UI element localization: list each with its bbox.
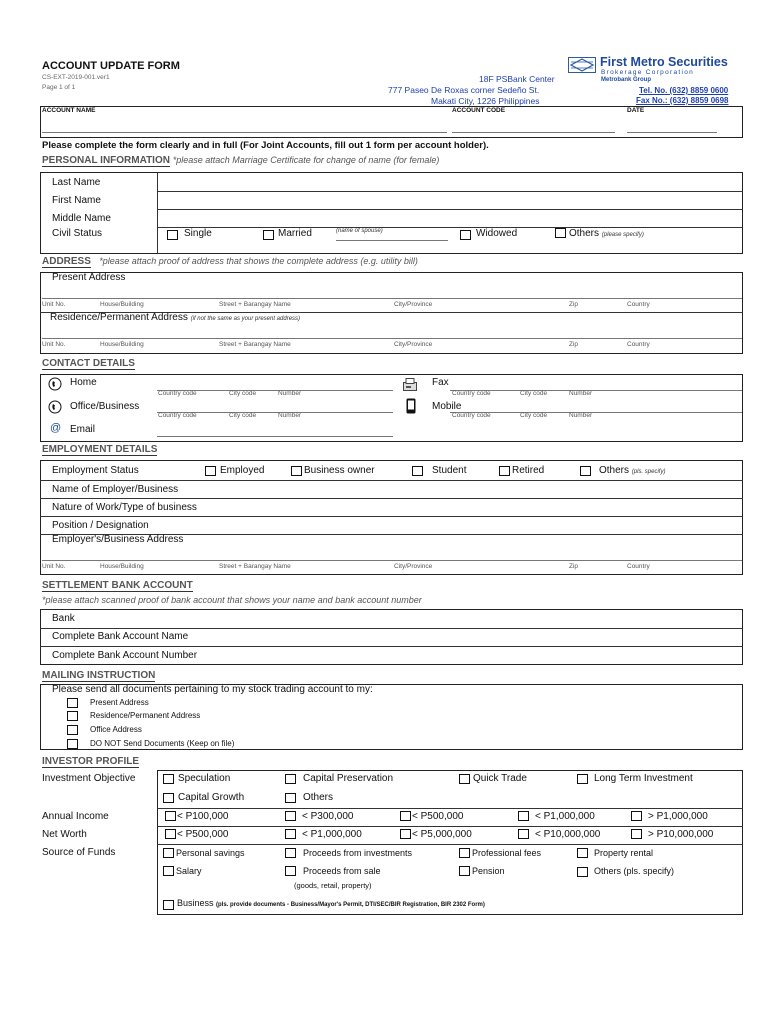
mobile-icon xyxy=(406,398,416,419)
civil-status-label: Civil Status xyxy=(52,228,103,239)
investor-box xyxy=(157,770,743,915)
addr1-street-label: Street + Barangay Name xyxy=(219,301,291,308)
first-name-input[interactable] xyxy=(158,192,742,208)
residence-address-input[interactable] xyxy=(42,338,742,339)
src-salary-checkbox[interactable] xyxy=(163,866,174,876)
addr1-zip-label: Zip xyxy=(569,301,579,308)
business-owner-label: Business owner xyxy=(304,465,375,476)
address-line-1: 18F PSBank Center xyxy=(479,74,555,84)
single-label: Single xyxy=(184,228,212,239)
mailing-heading: MAILING INSTRUCTION xyxy=(42,670,156,681)
email-input[interactable] xyxy=(157,436,393,437)
office-cc-label: Country code xyxy=(158,412,197,419)
obj-others-checkbox[interactable] xyxy=(285,793,296,803)
employment-heading: EMPLOYMENT DETAILS xyxy=(42,444,158,455)
addr3-country-label: Country xyxy=(627,563,650,570)
src-personal-savings-checkbox[interactable] xyxy=(163,848,174,858)
mail-office-label: Office Address xyxy=(90,725,142,734)
mobile-number-label: Number xyxy=(569,412,593,419)
addr3-city-label: City/Province xyxy=(394,563,433,570)
page-number: Page 1 of 1 xyxy=(42,84,76,91)
src-others-label: Others (pls. specify) xyxy=(594,866,675,876)
src-sale-checkbox[interactable] xyxy=(285,866,296,876)
mailing-intro: Please send all documents pertaining to my stock trading account to my: xyxy=(52,684,373,695)
src-professional-fees-label: Professional fees xyxy=(472,848,542,858)
worth-1m-label: < P1,000,000 xyxy=(302,829,362,840)
last-name-input[interactable] xyxy=(158,173,742,190)
mail-office-checkbox[interactable] xyxy=(67,725,78,735)
net-worth-label: Net Worth xyxy=(42,829,87,840)
bank-label: Bank xyxy=(52,613,75,624)
addr2-zip-label: Zip xyxy=(569,341,579,348)
employed-checkbox[interactable] xyxy=(205,466,216,476)
account-name-label: ACCOUNT NAME xyxy=(42,107,96,114)
income-over-1m-label: > P1,000,000 xyxy=(648,811,708,822)
mobile-city-label: City code xyxy=(520,412,548,419)
account-code-input[interactable] xyxy=(452,132,615,133)
worth-10m-checkbox[interactable] xyxy=(518,829,529,839)
last-name-label: Last Name xyxy=(52,177,101,188)
src-salary-label: Salary xyxy=(176,866,202,876)
employed-label: Employed xyxy=(220,465,265,476)
date-input[interactable] xyxy=(627,132,717,133)
phone-icon xyxy=(48,377,62,396)
src-sale-note: (goods, retail, property) xyxy=(294,881,372,890)
nature-of-work-label: Nature of Work/Type of business xyxy=(52,502,197,513)
fax-input[interactable] xyxy=(450,390,742,391)
fax-cc-label: Country code xyxy=(452,390,491,397)
mail-residence-label: Residence/Permanent Address xyxy=(90,711,201,720)
spouse-name-note: (name of spouse) xyxy=(336,228,383,234)
brand-name: First Metro Securities xyxy=(600,55,728,69)
income-100k-label: < P100,000 xyxy=(177,811,229,822)
worth-over-10m-checkbox[interactable] xyxy=(631,829,642,839)
address-heading: ADDRESS *please attach proof of address that shows the complete address (e.g. utility bill) xyxy=(42,256,418,267)
contact-box xyxy=(40,374,743,442)
present-address-label: Present Address xyxy=(52,272,126,283)
student-checkbox[interactable] xyxy=(412,466,423,476)
home-cc-label: Country code xyxy=(158,390,197,397)
obj-capital-preservation-checkbox[interactable] xyxy=(285,774,296,784)
mobile-input[interactable] xyxy=(450,412,742,413)
bank-account-number-label: Complete Bank Account Number xyxy=(52,650,198,661)
mail-present-label: Present Address xyxy=(90,698,149,707)
present-address-input[interactable] xyxy=(42,298,742,299)
employer-address-input[interactable] xyxy=(42,560,742,561)
income-500k-checkbox[interactable] xyxy=(400,811,411,821)
account-name-input[interactable] xyxy=(42,132,447,133)
tel-link[interactable]: Tel. No. (632) 8859 0600 xyxy=(639,86,729,95)
mobile-cc-label: Country code xyxy=(452,412,491,419)
mail-residence-checkbox[interactable] xyxy=(67,711,78,721)
residence-address-label: Residence/Permanent Address (if not the same as your present address) xyxy=(50,312,301,323)
src-business-checkbox[interactable] xyxy=(163,900,174,910)
fax-link[interactable]: Fax No.: (632) 8859 0698 xyxy=(636,96,729,105)
investment-objective-label: Investment Objective xyxy=(42,773,136,784)
worth-500k-checkbox[interactable] xyxy=(165,829,176,839)
mobile-label: Mobile xyxy=(432,401,462,412)
annual-income-label: Annual Income xyxy=(42,811,109,822)
widowed-checkbox[interactable] xyxy=(460,230,471,240)
mail-present-checkbox[interactable] xyxy=(67,698,78,708)
student-label: Student xyxy=(432,465,467,476)
income-300k-label: < P300,000 xyxy=(302,811,354,822)
income-100k-checkbox[interactable] xyxy=(165,811,176,821)
fax-icon xyxy=(403,378,417,396)
addr3-unit-label: Unit No. xyxy=(42,563,66,570)
employer-name-label: Name of Employer/Business xyxy=(52,484,179,495)
home-label: Home xyxy=(70,377,97,388)
brand-logo-icon xyxy=(568,57,596,73)
account-code-label: ACCOUNT CODE xyxy=(452,107,506,114)
employment-status-label: Employment Status xyxy=(52,465,139,476)
married-checkbox[interactable] xyxy=(263,230,274,240)
addr1-country-label: Country xyxy=(627,301,650,308)
obj-capital-preservation-label: Capital Preservation xyxy=(303,773,394,784)
obj-speculation-checkbox[interactable] xyxy=(163,774,174,784)
income-over-1m-checkbox[interactable] xyxy=(631,811,642,821)
obj-long-term-checkbox[interactable] xyxy=(577,774,588,784)
retired-checkbox[interactable] xyxy=(499,466,510,476)
personal-info-heading: PERSONAL INFORMATION *please attach Marriage Certificate for change of name (for female) xyxy=(42,155,440,166)
email-label: Email xyxy=(70,424,96,435)
settlement-heading: SETTLEMENT BANK ACCOUNT xyxy=(42,580,193,591)
addr3-zip-label: Zip xyxy=(569,563,579,570)
bank-account-name-label: Complete Bank Account Name xyxy=(52,631,189,642)
mail-donotsend-checkbox[interactable] xyxy=(67,739,78,749)
home-number-label: Number xyxy=(278,390,302,397)
first-name-label: First Name xyxy=(52,195,101,206)
employment-box xyxy=(40,460,743,575)
src-personal-savings-label: Personal savings xyxy=(176,848,245,858)
addr2-unit-label: Unit No. xyxy=(42,341,66,348)
src-property-rental-label: Property rental xyxy=(594,848,654,858)
src-pension-checkbox[interactable] xyxy=(459,866,470,876)
income-300k-checkbox[interactable] xyxy=(285,811,296,821)
src-professional-fees-checkbox[interactable] xyxy=(459,848,470,858)
obj-speculation-label: Speculation xyxy=(178,773,231,784)
obj-quick-trade-label: Quick Trade xyxy=(473,773,527,784)
married-label: Married xyxy=(278,228,312,239)
src-pension-label: Pension xyxy=(472,866,505,876)
src-sale-label: Proceeds from sale xyxy=(303,866,381,876)
src-investments-checkbox[interactable] xyxy=(285,848,296,858)
home-city-label: City code xyxy=(229,390,257,397)
obj-others-label: Others xyxy=(303,792,334,803)
office-city-label: City code xyxy=(229,412,257,419)
source-of-funds-label: Source of Funds xyxy=(42,847,116,858)
obj-long-term-label: Long Term Investment xyxy=(594,773,693,784)
src-investments-label: Proceeds from investments xyxy=(303,848,413,858)
addr1-unit-label: Unit No. xyxy=(42,301,66,308)
addr1-city-label: City/Province xyxy=(394,301,433,308)
worth-over-10m-label: > P10,000,000 xyxy=(648,829,714,840)
income-1m-checkbox[interactable] xyxy=(518,811,529,821)
retired-label: Retired xyxy=(512,465,545,476)
addr3-street-label: Street + Barangay Name xyxy=(219,563,291,570)
address-line-2: 777 Paseo De Roxas corner Sedeño St. xyxy=(388,85,540,95)
obj-quick-trade-checkbox[interactable] xyxy=(459,774,470,784)
middle-name-label: Middle Name xyxy=(52,213,111,224)
settlement-note: *please attach scanned proof of bank account that shows your name and bank account number xyxy=(42,595,422,605)
position-label: Position / Designation xyxy=(52,520,149,531)
brand-group: Metrobank Group xyxy=(601,77,652,83)
address-line-3: Makati City, 1226 Philippines xyxy=(431,96,540,106)
mail-donotsend-label: DO NOT Send Documents (Keep on file) xyxy=(90,739,235,748)
office-number-label: Number xyxy=(278,412,302,419)
contact-heading: CONTACT DETAILS xyxy=(42,358,135,369)
civil-others-checkbox[interactable] xyxy=(555,228,566,238)
worth-5m-checkbox[interactable] xyxy=(400,829,411,839)
addr2-house-label: House/Building xyxy=(100,341,144,348)
worth-10m-label: < P10,000,000 xyxy=(535,829,601,840)
spouse-name-input[interactable] xyxy=(336,240,448,241)
addr2-country-label: Country xyxy=(627,341,650,348)
addr1-house-label: House/Building xyxy=(100,301,144,308)
addr2-street-label: Street + Barangay Name xyxy=(219,341,291,348)
obj-capital-growth-label: Capital Growth xyxy=(178,792,245,803)
employment-others-checkbox[interactable] xyxy=(580,466,591,476)
income-500k-label: < P500,000 xyxy=(412,811,464,822)
single-checkbox[interactable] xyxy=(167,230,178,240)
office-phone-icon xyxy=(48,400,62,419)
instruction-text: Please complete the form clearly and in full (For Joint Accounts, fill out 1 form per account holder). xyxy=(42,140,489,151)
addr3-house-label: House/Building xyxy=(100,563,144,570)
business-owner-checkbox[interactable] xyxy=(291,466,302,476)
widowed-label: Widowed xyxy=(476,228,518,239)
middle-name-input[interactable] xyxy=(158,210,742,226)
civil-others-label: Others (please specify) xyxy=(569,228,644,239)
date-label: DATE xyxy=(627,107,645,114)
email-icon: @ xyxy=(50,422,62,434)
fax-number-label: Number xyxy=(569,390,593,397)
employer-address-label: Employer's/Business Address xyxy=(52,534,184,545)
fax-city-label: City code xyxy=(520,390,548,397)
worth-1m-checkbox[interactable] xyxy=(285,829,296,839)
obj-capital-growth-checkbox[interactable] xyxy=(163,793,174,803)
form-code: CS-EXT-2019-001.ver1 xyxy=(42,74,110,81)
office-label: Office/Business xyxy=(70,401,140,412)
form-title: ACCOUNT UPDATE FORM xyxy=(42,60,180,72)
fax-label: Fax xyxy=(432,377,449,388)
worth-500k-label: < P500,000 xyxy=(177,829,229,840)
employment-others-label: Others (pls. specify) xyxy=(599,465,666,476)
worth-5m-label: < P5,000,000 xyxy=(412,829,472,840)
src-business-label: Business (pls. provide documents - Business/Mayor's Permit, DTI/SEC/BIR Registration, BIR 2302 Form) xyxy=(177,898,485,908)
investor-heading: INVESTOR PROFILE xyxy=(42,756,140,767)
src-others-checkbox[interactable] xyxy=(577,867,588,877)
brand-subtitle: Brokerage Corporation xyxy=(601,69,695,76)
addr2-city-label: City/Province xyxy=(394,341,433,348)
src-property-rental-checkbox[interactable] xyxy=(577,848,588,858)
income-1m-label: < P1,000,000 xyxy=(535,811,595,822)
